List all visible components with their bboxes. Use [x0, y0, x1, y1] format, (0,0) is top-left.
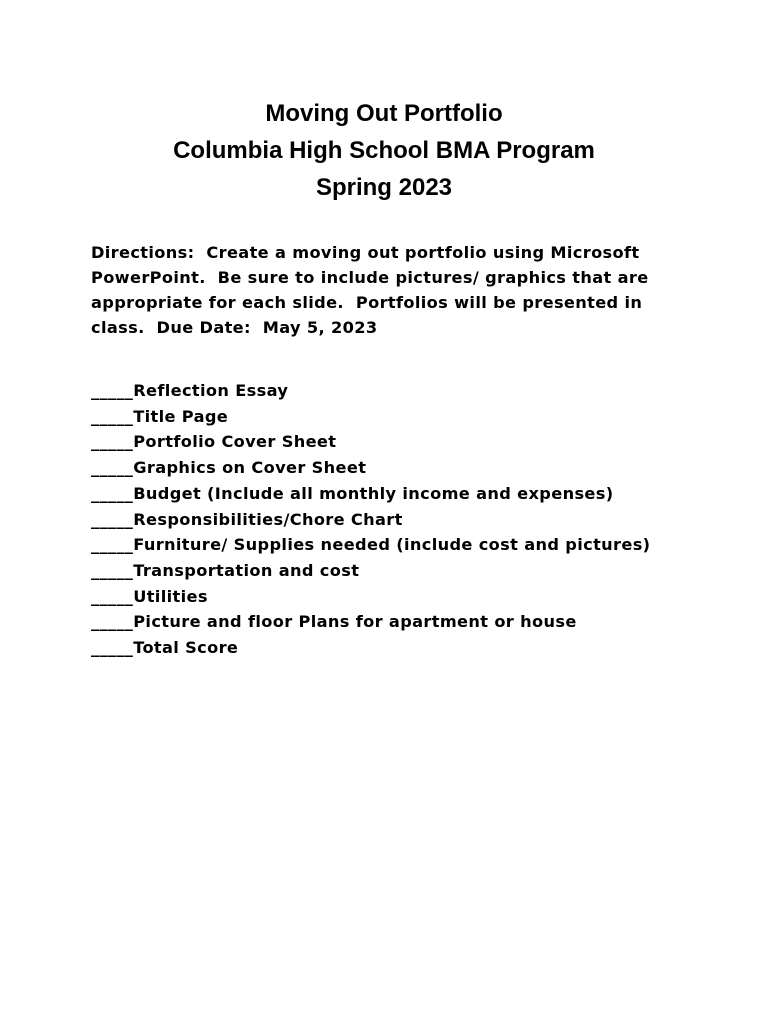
term: Spring 2023	[315, 174, 453, 201]
score-blank: _____	[91, 586, 134, 606]
directions-line: PowerPoint. Be sure to include pictures/ graphics that are	[91, 268, 649, 287]
checklist-item-label: Transportation and cost	[133, 560, 360, 580]
checklist-item	[91, 404, 711, 430]
checklist-item	[91, 558, 711, 584]
directions-line: Directions: Create a moving out portfolio using Microsoft	[91, 243, 640, 262]
checklist	[91, 378, 711, 661]
directions-line: class. Due Date: May 5, 2023	[91, 318, 378, 337]
checklist-item	[91, 429, 711, 455]
checklist-item-label: Graphics on Cover Sheet	[133, 458, 367, 478]
directions-line: appropriate for each slide. Portfolios will be presented in	[91, 293, 643, 312]
checklist-item	[91, 532, 711, 558]
score-blank: _____	[91, 509, 134, 529]
score-blank: _____	[91, 638, 134, 658]
checklist-item-label: Picture and floor Plans for apartment or house	[133, 612, 577, 632]
checklist-item-label: Responsibilities/Chore Chart	[133, 509, 403, 529]
title-block	[0, 95, 768, 206]
checklist-item	[91, 609, 711, 635]
checklist-item	[91, 378, 711, 404]
score-blank: _____	[91, 535, 134, 555]
score-blank: _____	[91, 560, 134, 580]
score-blank: _____	[91, 458, 134, 478]
checklist-item	[91, 481, 711, 507]
checklist-item-label: Utilities	[133, 586, 208, 606]
checklist-item-label: Total Score	[133, 638, 239, 658]
score-blank: _____	[91, 483, 134, 503]
checklist-item-label: Title Page	[133, 406, 229, 426]
checklist-item-label: Budget (Include all monthly income and expenses)	[133, 483, 614, 503]
document-title: Moving Out Portfolio	[265, 100, 503, 127]
checklist-item-label: Furniture/ Supplies needed (include cost and pictures)	[133, 535, 651, 555]
directions-paragraph	[91, 240, 691, 340]
score-blank: _____	[91, 612, 134, 632]
school-program: Columbia High School BMA Program	[173, 137, 595, 164]
checklist-item	[91, 455, 711, 481]
checklist-item-label: Reflection Essay	[133, 381, 289, 400]
score-blank: _____	[91, 406, 134, 426]
checklist-item	[91, 635, 711, 661]
score-blank: _____	[91, 381, 134, 400]
checklist-item	[91, 507, 711, 533]
score-blank: _____	[91, 432, 134, 452]
checklist-item	[91, 584, 711, 610]
checklist-item-label: Portfolio Cover Sheet	[133, 432, 337, 452]
